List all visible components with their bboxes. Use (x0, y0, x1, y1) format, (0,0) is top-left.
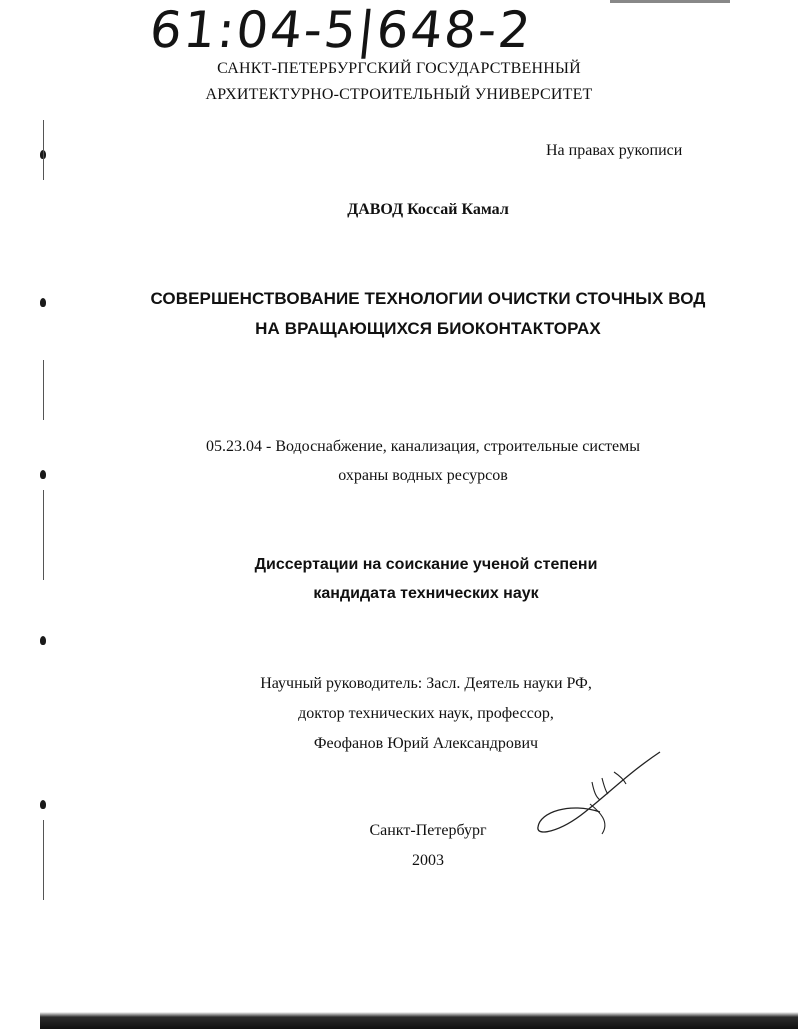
specialty-line1: 05.23.04 - Водоснабжение, канализация, строительные системы (205, 438, 641, 455)
year: 2003 (412, 852, 444, 869)
university-name-line1: САНКТ-ПЕТЕРБУРГСКИЙ ГОСУДАРСТВЕННЫЙ (217, 60, 581, 77)
bottom-scan-edge (40, 1012, 798, 1029)
margin-scan-line (43, 820, 44, 900)
degree-line1: Диссертации на соискание ученой степени (254, 556, 598, 573)
binding-hole-mark (40, 800, 46, 809)
handwritten-catalog-code: 61:04-5|648-2 (146, 1, 536, 59)
top-scan-rule (610, 0, 730, 3)
thesis-title-line2: НА ВРАЩАЮЩИХСЯ БИОКОНТАКТОРАХ (255, 319, 601, 338)
university-name-line2: АРХИТЕКТУРНО-СТРОИТЕЛЬНЫЙ УНИВЕРСИТЕТ (205, 86, 593, 103)
binding-hole-mark (40, 298, 46, 307)
margin-scan-line (43, 360, 44, 420)
binding-hole-mark (40, 636, 46, 645)
supervisor-line2: доктор технических наук, профессор, (298, 705, 554, 722)
city: Санкт-Петербург (369, 822, 487, 839)
supervisor-line1: Научный руководитель: Засл. Деятель науки РФ, (260, 675, 592, 692)
thesis-title-line1: СОВЕРШЕНСТВОВАНИЕ ТЕХНОЛОГИИ ОЧИСТКИ СТОЧНЫХ ВОД (150, 289, 706, 308)
degree-line2: кандидата технических наук (313, 585, 539, 602)
author-name: ДАВОД Коссай Камал (347, 201, 509, 218)
binding-hole-mark (40, 470, 46, 479)
rights-note: На правах рукописи (546, 142, 683, 159)
margin-scan-line (43, 120, 44, 180)
margin-scan-line (43, 490, 44, 580)
specialty-line2: охраны водных ресурсов (338, 467, 508, 484)
supervisor-line3: Феофанов Юрий Александрович (313, 735, 539, 752)
